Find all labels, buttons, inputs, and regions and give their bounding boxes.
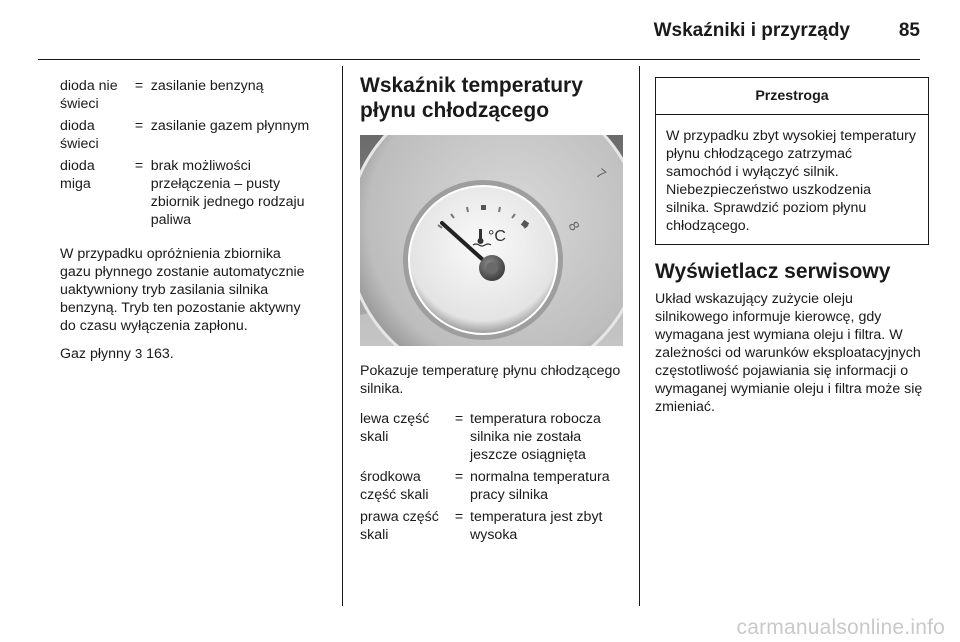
table-description: zasilanie gazem płynnym	[150, 118, 310, 134]
table-equals: =	[454, 509, 464, 525]
warning-title: Przestroga	[656, 78, 928, 115]
service-display-paragraph: Układ wskazujący zużycie oleju silnikowego informuje kierowcę, gdy wymagana jest wymiana oleju i filtra. W zależności od warunków eksploatacyjnych częstotliwość pojawiania się informacji o wymaganej wymianie oleju i filtra może się zmieniać.	[655, 291, 923, 415]
table-row	[360, 508, 626, 548]
lpg-paragraph: W przypadku opróżnienia zbiornika gazu płynnego zostanie automatycznie uaktywniony tryb zasilania silnika benzyną. Tryb ten pozostanie aktywny do czasu wyłączenia zapłonu.	[60, 246, 305, 334]
column-2	[360, 74, 626, 560]
service-display-heading: Wyświetlacz serwisowy	[655, 260, 891, 283]
warning-text: W przypadku zbyt wysokiej temperatury płynu chłodzącego zatrzymać samochód i wyłączyć silnik. Niebezpieczeństwo uszkodzenia silnika. Sprawdzić poziom płynu chłodzącego.	[666, 128, 916, 234]
table-description: normalna temperatura pracy silnika	[470, 469, 610, 503]
coolant-gauge-image	[360, 135, 623, 346]
table-equals: =	[134, 78, 144, 94]
lpg-indicator-table	[60, 77, 328, 233]
column-divider-2	[639, 66, 640, 606]
column-divider-1	[342, 66, 343, 606]
svg-text:8: 8	[565, 218, 584, 234]
table-equals: =	[454, 469, 464, 485]
temperature-scale-table	[360, 410, 626, 548]
gauge-unit-label: °C	[488, 228, 506, 245]
table-term: środkowa część skali	[360, 469, 429, 503]
table-term: prawa część skali	[360, 509, 439, 543]
column-1	[60, 77, 328, 373]
table-description: brak możliwości przełączenia – pusty zbiornik jednego rodzaju paliwa	[150, 158, 305, 228]
reference-arrow-icon: 3	[134, 346, 143, 361]
site-watermark: carmanualsonline.info	[736, 616, 945, 639]
table-row	[60, 157, 328, 233]
table-term: lewa część skali	[360, 411, 430, 445]
table-equals: =	[134, 118, 144, 134]
table-row	[60, 77, 328, 117]
warning-box	[655, 77, 929, 245]
svg-text:7: 7	[593, 165, 610, 183]
page-header-title: Wskaźniki i przyrządy	[653, 20, 850, 41]
column-3	[655, 77, 927, 426]
table-term: dioda świeci	[60, 118, 99, 152]
header-divider	[38, 59, 920, 60]
table-equals: =	[134, 158, 144, 174]
table-row	[360, 410, 626, 468]
table-description: temperatura robocza silnika nie została jeszcze osiągnięta	[470, 411, 601, 463]
gauge-caption: Pokazuje temperaturę płynu chłodzącego silnika.	[360, 363, 621, 397]
reference-page: 163.	[146, 346, 174, 362]
table-term: dioda nie świeci	[60, 78, 118, 112]
page-number: 85	[898, 20, 920, 41]
table-description: zasilanie benzyną	[150, 78, 264, 94]
reference-text: Gaz płynny	[60, 346, 131, 362]
cross-reference[interactable]	[60, 345, 328, 363]
table-description: temperatura jest zbyt wysoka	[470, 509, 603, 543]
table-term: dioda miga	[60, 158, 95, 192]
table-equals: =	[454, 411, 464, 427]
coolant-heading: Wskaźnik temperatury płynu chłodzącego	[360, 74, 583, 122]
table-row	[60, 117, 328, 157]
table-row	[360, 468, 626, 508]
